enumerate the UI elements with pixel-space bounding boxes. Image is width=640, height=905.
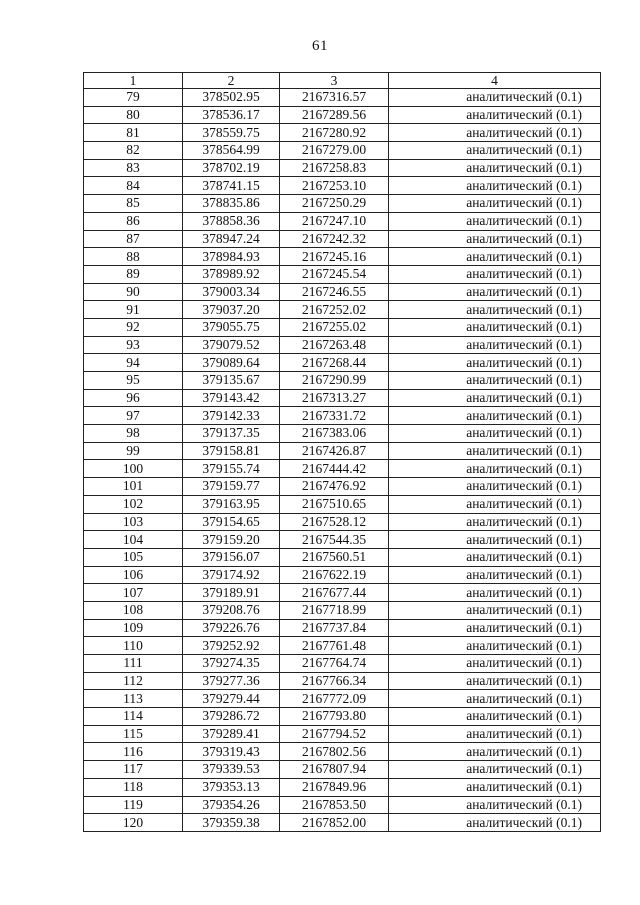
x-coordinate-cell: 378564.99 [183,142,280,160]
method-cell: аналитический (0.1) [389,619,601,637]
method-cell: аналитический (0.1) [389,637,601,655]
table-row [84,265,601,283]
method-cell: аналитический (0.1) [389,389,601,407]
y-coordinate-cell: 2167718.99 [280,601,389,619]
x-coordinate-cell: 378947.24 [183,230,280,248]
column-header-4: 4 [389,73,601,89]
x-coordinate-cell: 379154.65 [183,513,280,531]
point-number-cell: 111 [84,655,183,673]
point-number-cell: 85 [84,195,183,213]
y-coordinate-cell: 2167242.32 [280,230,389,248]
method-cell: аналитический (0.1) [389,336,601,354]
y-coordinate-cell: 2167802.56 [280,743,389,761]
method-cell: аналитический (0.1) [389,478,601,496]
x-coordinate-cell: 378536.17 [183,106,280,124]
point-number-cell: 110 [84,637,183,655]
method-cell: аналитический (0.1) [389,106,601,124]
x-coordinate-cell: 379289.41 [183,725,280,743]
point-number-cell: 82 [84,142,183,160]
y-coordinate-cell: 2167528.12 [280,513,389,531]
method-cell: аналитический (0.1) [389,425,601,443]
point-number-cell: 80 [84,106,183,124]
table-row [84,814,601,832]
method-cell: аналитический (0.1) [389,796,601,814]
x-coordinate-cell: 379359.38 [183,814,280,832]
y-coordinate-cell: 2167245.16 [280,248,389,266]
method-cell: аналитический (0.1) [389,301,601,319]
point-number-cell: 98 [84,425,183,443]
x-coordinate-cell: 379163.95 [183,495,280,513]
method-cell: аналитический (0.1) [389,778,601,796]
method-cell: аналитический (0.1) [389,265,601,283]
point-number-cell: 83 [84,159,183,177]
method-cell: аналитический (0.1) [389,672,601,690]
point-number-cell: 104 [84,531,183,549]
method-cell: аналитический (0.1) [389,124,601,142]
table-row [84,513,601,531]
y-coordinate-cell: 2167853.50 [280,796,389,814]
table-row [84,318,601,336]
table-row [84,89,601,107]
y-coordinate-cell: 2167383.06 [280,425,389,443]
x-coordinate-cell: 378559.75 [183,124,280,142]
method-cell: аналитический (0.1) [389,142,601,160]
point-number-cell: 108 [84,601,183,619]
y-coordinate-cell: 2167252.02 [280,301,389,319]
method-cell: аналитический (0.1) [389,89,601,107]
x-coordinate-cell: 379252.92 [183,637,280,655]
method-cell: аналитический (0.1) [389,283,601,301]
table-row [84,230,601,248]
point-number-cell: 95 [84,372,183,390]
y-coordinate-cell: 2167246.55 [280,283,389,301]
table-row [84,142,601,160]
x-coordinate-cell: 379339.53 [183,761,280,779]
point-number-cell: 112 [84,672,183,690]
y-coordinate-cell: 2167250.29 [280,195,389,213]
x-coordinate-cell: 379274.35 [183,655,280,673]
point-number-cell: 94 [84,354,183,372]
method-cell: аналитический (0.1) [389,354,601,372]
method-cell: аналитический (0.1) [389,230,601,248]
x-coordinate-cell: 379174.92 [183,566,280,584]
method-cell: аналитический (0.1) [389,195,601,213]
y-coordinate-cell: 2167444.42 [280,460,389,478]
x-coordinate-cell: 379353.13 [183,778,280,796]
y-coordinate-cell: 2167280.92 [280,124,389,142]
x-coordinate-cell: 378989.92 [183,265,280,283]
y-coordinate-cell: 2167290.99 [280,372,389,390]
table-row [84,619,601,637]
table-row [84,548,601,566]
point-number-cell: 109 [84,619,183,637]
x-coordinate-cell: 379137.35 [183,425,280,443]
y-coordinate-cell: 2167677.44 [280,584,389,602]
y-coordinate-cell: 2167560.51 [280,548,389,566]
method-cell: аналитический (0.1) [389,584,601,602]
method-cell: аналитический (0.1) [389,690,601,708]
table-row [84,725,601,743]
x-coordinate-cell: 379079.52 [183,336,280,354]
table-row [84,407,601,425]
x-coordinate-cell: 378835.86 [183,195,280,213]
y-coordinate-cell: 2167510.65 [280,495,389,513]
table-row [84,442,601,460]
point-number-cell: 101 [84,478,183,496]
method-cell: аналитический (0.1) [389,177,601,195]
table-row [84,301,601,319]
method-cell: аналитический (0.1) [389,548,601,566]
table-row [84,531,601,549]
point-number-cell: 106 [84,566,183,584]
table-row [84,159,601,177]
point-number-cell: 93 [84,336,183,354]
column-header-1: 1 [84,73,183,89]
table-row [84,478,601,496]
table-row [84,761,601,779]
table-row [84,389,601,407]
y-coordinate-cell: 2167849.96 [280,778,389,796]
table-row [84,655,601,673]
table-row [84,690,601,708]
table-row [84,354,601,372]
x-coordinate-cell: 379158.81 [183,442,280,460]
method-cell: аналитический (0.1) [389,814,601,832]
x-coordinate-cell: 379208.76 [183,601,280,619]
x-coordinate-cell: 379286.72 [183,708,280,726]
method-cell: аналитический (0.1) [389,761,601,779]
page-number: 61 [312,38,328,54]
table-row [84,584,601,602]
point-number-cell: 97 [84,407,183,425]
point-number-cell: 107 [84,584,183,602]
y-coordinate-cell: 2167476.92 [280,478,389,496]
method-cell: аналитический (0.1) [389,442,601,460]
point-number-cell: 81 [84,124,183,142]
y-coordinate-cell: 2167766.34 [280,672,389,690]
method-cell: аналитический (0.1) [389,212,601,230]
method-cell: аналитический (0.1) [389,708,601,726]
table-row [84,743,601,761]
coordinates-table [83,72,601,832]
y-coordinate-cell: 2167255.02 [280,318,389,336]
y-coordinate-cell: 2167794.52 [280,725,389,743]
x-coordinate-cell: 378858.36 [183,212,280,230]
table-row [84,177,601,195]
table-row [84,566,601,584]
point-number-cell: 116 [84,743,183,761]
x-coordinate-cell: 379354.26 [183,796,280,814]
method-cell: аналитический (0.1) [389,407,601,425]
y-coordinate-cell: 2167807.94 [280,761,389,779]
table-row [84,425,601,443]
table-row [84,796,601,814]
table-row [84,336,601,354]
method-cell: аналитический (0.1) [389,655,601,673]
y-coordinate-cell: 2167268.44 [280,354,389,372]
point-number-cell: 86 [84,212,183,230]
table-row [84,778,601,796]
point-number-cell: 90 [84,283,183,301]
method-cell: аналитический (0.1) [389,743,601,761]
y-coordinate-cell: 2167316.57 [280,89,389,107]
table-row [84,372,601,390]
point-number-cell: 89 [84,265,183,283]
point-number-cell: 120 [84,814,183,832]
method-cell: аналитический (0.1) [389,248,601,266]
x-coordinate-cell: 379089.64 [183,354,280,372]
table-row [84,212,601,230]
point-number-cell: 118 [84,778,183,796]
table-row [84,195,601,213]
x-coordinate-cell: 378502.95 [183,89,280,107]
point-number-cell: 117 [84,761,183,779]
method-cell: аналитический (0.1) [389,495,601,513]
y-coordinate-cell: 2167793.80 [280,708,389,726]
point-number-cell: 115 [84,725,183,743]
point-number-cell: 99 [84,442,183,460]
table-row [84,495,601,513]
y-coordinate-cell: 2167544.35 [280,531,389,549]
x-coordinate-cell: 378741.15 [183,177,280,195]
x-coordinate-cell: 379055.75 [183,318,280,336]
x-coordinate-cell: 379143.42 [183,389,280,407]
table-row [84,124,601,142]
y-coordinate-cell: 2167245.54 [280,265,389,283]
column-header-3: 3 [280,73,389,89]
y-coordinate-cell: 2167253.10 [280,177,389,195]
x-coordinate-cell: 379159.77 [183,478,280,496]
point-number-cell: 103 [84,513,183,531]
y-coordinate-cell: 2167737.84 [280,619,389,637]
method-cell: аналитический (0.1) [389,460,601,478]
column-header-2: 2 [183,73,280,89]
point-number-cell: 119 [84,796,183,814]
x-coordinate-cell: 379142.33 [183,407,280,425]
x-coordinate-cell: 378984.93 [183,248,280,266]
y-coordinate-cell: 2167279.00 [280,142,389,160]
method-cell: аналитический (0.1) [389,513,601,531]
y-coordinate-cell: 2167331.72 [280,407,389,425]
point-number-cell: 113 [84,690,183,708]
point-number-cell: 84 [84,177,183,195]
point-number-cell: 102 [84,495,183,513]
y-coordinate-cell: 2167313.27 [280,389,389,407]
y-coordinate-cell: 2167772.09 [280,690,389,708]
point-number-cell: 79 [84,89,183,107]
table-header-row [84,73,601,89]
x-coordinate-cell: 379279.44 [183,690,280,708]
x-coordinate-cell: 379159.20 [183,531,280,549]
method-cell: аналитический (0.1) [389,601,601,619]
method-cell: аналитический (0.1) [389,531,601,549]
y-coordinate-cell: 2167764.74 [280,655,389,673]
x-coordinate-cell: 379037.20 [183,301,280,319]
point-number-cell: 100 [84,460,183,478]
y-coordinate-cell: 2167247.10 [280,212,389,230]
point-number-cell: 114 [84,708,183,726]
x-coordinate-cell: 379156.07 [183,548,280,566]
x-coordinate-cell: 378702.19 [183,159,280,177]
y-coordinate-cell: 2167761.48 [280,637,389,655]
method-cell: аналитический (0.1) [389,566,601,584]
point-number-cell: 92 [84,318,183,336]
table-row [84,106,601,124]
x-coordinate-cell: 379319.43 [183,743,280,761]
x-coordinate-cell: 379226.76 [183,619,280,637]
table-row [84,601,601,619]
point-number-cell: 87 [84,230,183,248]
method-cell: аналитический (0.1) [389,318,601,336]
point-number-cell: 88 [84,248,183,266]
y-coordinate-cell: 2167426.87 [280,442,389,460]
table-row [84,708,601,726]
y-coordinate-cell: 2167263.48 [280,336,389,354]
x-coordinate-cell: 379189.91 [183,584,280,602]
y-coordinate-cell: 2167289.56 [280,106,389,124]
x-coordinate-cell: 379003.34 [183,283,280,301]
table-row [84,283,601,301]
y-coordinate-cell: 2167622.19 [280,566,389,584]
point-number-cell: 105 [84,548,183,566]
table-row [84,637,601,655]
table-row [84,460,601,478]
method-cell: аналитический (0.1) [389,372,601,390]
table-row [84,248,601,266]
x-coordinate-cell: 379155.74 [183,460,280,478]
point-number-cell: 96 [84,389,183,407]
point-number-cell: 91 [84,301,183,319]
x-coordinate-cell: 379135.67 [183,372,280,390]
table-row [84,672,601,690]
method-cell: аналитический (0.1) [389,725,601,743]
y-coordinate-cell: 2167852.00 [280,814,389,832]
method-cell: аналитический (0.1) [389,159,601,177]
y-coordinate-cell: 2167258.83 [280,159,389,177]
x-coordinate-cell: 379277.36 [183,672,280,690]
